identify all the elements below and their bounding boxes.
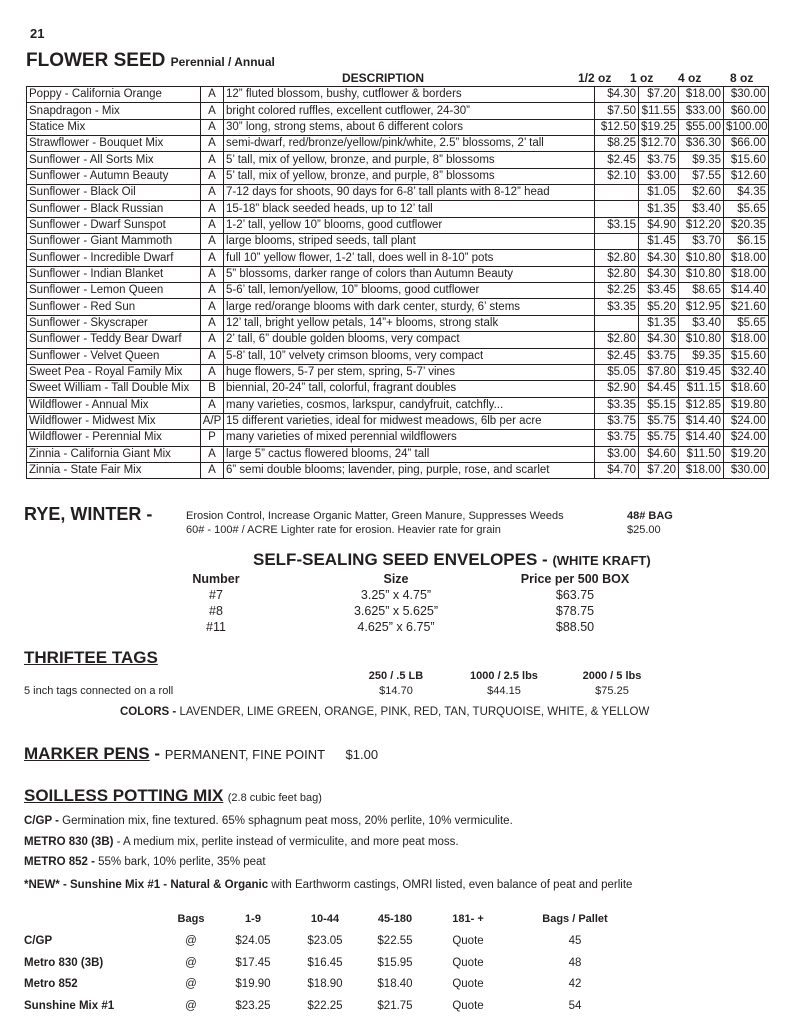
price-half-oz: $8.25 xyxy=(595,136,639,152)
price-1-oz: $4.30 xyxy=(639,250,679,266)
price-4-oz: $10.80 xyxy=(679,332,724,348)
price-1-oz: $1.35 xyxy=(639,315,679,331)
page-number: 21 xyxy=(30,26,45,41)
potting-price-1-9: $17.45 xyxy=(235,956,271,969)
seed-name: Strawflower - Bouquet Mix xyxy=(27,136,201,152)
seed-description: semi-dwarf, red/bronze/yellow/pink/white, 2.5” blossoms, 2’ tall xyxy=(224,136,595,152)
rye-rate: 60# - 100# / ACRE Lighter rate for erosion. Heavier rate for grain xyxy=(186,524,501,536)
seed-type: A xyxy=(201,332,224,348)
potting-price-10-44: $23.05 xyxy=(307,935,343,947)
price-1-oz: $5.75 xyxy=(639,413,679,429)
price-1-oz: $3.00 xyxy=(639,168,679,184)
seed-description: many varieties, cosmos, larkspur, candyfruit, catchfly... xyxy=(224,397,595,413)
seed-type: A xyxy=(201,119,224,135)
table-row xyxy=(27,103,769,119)
seed-description: 5” blossoms, darker range of colors than Autumn Beauty xyxy=(224,266,595,282)
seed-description: 15 different varieties, ideal for midwest meadows, 6lb per acre xyxy=(224,413,595,429)
seed-type: A xyxy=(201,234,224,250)
price-half-oz xyxy=(595,315,639,331)
price-half-oz: $3.35 xyxy=(595,397,639,413)
envelopes-subtitle: (WHITE KRAFT) xyxy=(552,553,651,568)
seed-type: A xyxy=(201,250,224,266)
seed-type: A xyxy=(201,266,224,282)
price-1-oz: $5.15 xyxy=(639,397,679,413)
potting-price-10-44: $22.25 xyxy=(307,999,343,1012)
price-half-oz xyxy=(595,201,639,217)
potting-at-symbol: @ xyxy=(185,956,197,969)
price-4-oz: $19.45 xyxy=(679,364,724,380)
seed-type: A xyxy=(201,283,224,299)
seed-name: Sunflower - Dwarf Sunspot xyxy=(27,217,201,233)
price-half-oz xyxy=(595,234,639,250)
table-row xyxy=(27,430,769,446)
potting-heading xyxy=(24,786,322,806)
price-8-oz: $19.80 xyxy=(724,397,769,413)
potting-price-45-180: $15.95 xyxy=(377,956,413,969)
price-half-oz xyxy=(595,185,639,201)
price-4-oz: $36.30 xyxy=(679,136,724,152)
price-half-oz: $2.45 xyxy=(595,348,639,364)
rye-title: RYE, WINTER - xyxy=(24,504,153,524)
seed-type: A xyxy=(201,315,224,331)
table-row xyxy=(27,250,769,266)
price-8-oz: $66.00 xyxy=(724,136,769,152)
price-4-oz: $12.95 xyxy=(679,299,724,315)
price-half-oz: $2.80 xyxy=(595,266,639,282)
marker-price: $1.00 xyxy=(345,747,379,762)
thriftee-colors-label: COLORS - xyxy=(120,706,177,718)
envelope-number: #7 xyxy=(209,588,223,602)
envelope-price: $63.75 xyxy=(555,588,595,602)
price-8-oz: $32.40 xyxy=(724,364,769,380)
price-8-oz: $6.15 xyxy=(724,234,769,250)
potting-header-q1: 1-9 xyxy=(245,913,261,925)
seed-name: Statice Mix xyxy=(27,119,201,135)
price-half-oz: $2.10 xyxy=(595,168,639,184)
potting-subtitle: (2.8 cubic feet bag) xyxy=(227,792,322,804)
rye-description: Erosion Control, Increase Organic Matter, Green Manure, Suppresses Weeds xyxy=(186,510,564,522)
price-4-oz: $7.55 xyxy=(679,168,724,184)
price-1-oz: $19.25 xyxy=(639,119,679,135)
price-1-oz: $5.75 xyxy=(639,430,679,446)
price-half-oz: $2.25 xyxy=(595,283,639,299)
thriftee-header-250: 250 / .5 LB xyxy=(368,670,424,682)
flower-seed-heading xyxy=(26,50,275,72)
potting-price-181-plus: Quote xyxy=(452,935,484,947)
seed-type: A xyxy=(201,136,224,152)
table-row xyxy=(27,152,769,168)
price-8-oz: $30.00 xyxy=(724,462,769,478)
col-header-half-oz: 1/2 oz xyxy=(578,71,612,85)
envelope-number: #8 xyxy=(209,604,223,618)
price-half-oz: $3.75 xyxy=(595,430,639,446)
seed-type: A/P xyxy=(201,413,224,429)
table-row xyxy=(27,283,769,299)
potting-at-symbol: @ xyxy=(185,935,197,947)
price-8-oz: $18.00 xyxy=(724,266,769,282)
envelopes-title: SELF-SEALING SEED ENVELOPES - xyxy=(253,550,548,569)
col-header-description: DESCRIPTION xyxy=(342,71,425,85)
seed-description: 12” fluted blossom, bushy, cutflower & borders xyxy=(224,87,595,103)
price-half-oz: $2.45 xyxy=(595,152,639,168)
price-1-oz: $5.20 xyxy=(639,299,679,315)
seed-description: 6” semi double blooms; lavender, ping, purple, rose, and scarlet xyxy=(224,462,595,478)
seed-description: many varieties of mixed perennial wildflowers xyxy=(224,430,595,446)
price-8-oz: $5.65 xyxy=(724,201,769,217)
price-1-oz: $4.60 xyxy=(639,446,679,462)
seed-description: large 5” cactus flowered blooms, 24” tall xyxy=(224,446,595,462)
price-1-oz: $3.75 xyxy=(639,348,679,364)
potting-bags-per-pallet: 45 xyxy=(568,935,582,947)
table-row xyxy=(27,266,769,282)
price-half-oz: $5.05 xyxy=(595,364,639,380)
potting-bags-per-pallet: 48 xyxy=(568,956,582,969)
marker-pens-line xyxy=(24,744,378,764)
thriftee-colors xyxy=(120,706,649,718)
seed-name: Sunflower - Teddy Bear Dwarf xyxy=(27,332,201,348)
flower-seed-title: FLOWER SEED xyxy=(26,50,166,71)
potting-price-10-44: $18.90 xyxy=(307,978,343,990)
price-1-oz: $4.90 xyxy=(639,217,679,233)
seed-name: Sunflower - Incredible Dwarf xyxy=(27,250,201,266)
price-8-oz: $12.60 xyxy=(724,168,769,184)
flower-seed-subtitle: Perennial / Annual xyxy=(170,55,275,69)
seed-description: 7-12 days for shoots, 90 days for 6-8’ tall plants with 8-12” head xyxy=(224,185,595,201)
potting-price-181-plus: Quote xyxy=(452,999,484,1012)
table-row xyxy=(27,168,769,184)
potting-bags-per-pallet: 54 xyxy=(568,999,582,1012)
seed-name: Wildflower - Midwest Mix xyxy=(27,413,201,429)
price-4-oz: $8.65 xyxy=(679,283,724,299)
table-row xyxy=(27,201,769,217)
price-1-oz: $4.30 xyxy=(639,266,679,282)
price-8-oz: $30.00 xyxy=(724,87,769,103)
price-half-oz: $7.50 xyxy=(595,103,639,119)
rye-bag-price: $25.00 xyxy=(627,524,661,536)
price-1-oz: $7.20 xyxy=(639,87,679,103)
seed-name: Sunflower - Red Sun xyxy=(27,299,201,315)
envelope-price: $78.75 xyxy=(555,604,595,618)
seed-type: A xyxy=(201,201,224,217)
potting-description-line xyxy=(24,879,632,891)
table-row xyxy=(27,348,769,364)
seed-description: 1-2’ tall, yellow 10” blooms, good cutflower xyxy=(224,217,595,233)
seed-description: huge flowers, 5-7 per stem, spring, 5-7’ vines xyxy=(224,364,595,380)
potting-product-name: C/GP xyxy=(24,935,53,947)
table-row xyxy=(27,234,769,250)
table-row xyxy=(27,381,769,397)
price-half-oz: $4.30 xyxy=(595,87,639,103)
potting-line-text: 55% bark, 10% perlite, 35% peat xyxy=(94,856,266,868)
seed-name: Sunflower - Skyscraper xyxy=(27,315,201,331)
table-row xyxy=(27,136,769,152)
col-header-8-oz: 8 oz xyxy=(730,71,754,85)
envelope-price: $88.50 xyxy=(555,620,595,634)
price-4-oz: $9.35 xyxy=(679,152,724,168)
price-4-oz: $10.80 xyxy=(679,266,724,282)
price-4-oz: $12.20 xyxy=(679,217,724,233)
price-4-oz: $33.00 xyxy=(679,103,724,119)
potting-header-pallet: Bags / Pallet xyxy=(542,913,608,925)
price-half-oz: $3.15 xyxy=(595,217,639,233)
seed-name: Sunflower - Black Oil xyxy=(27,185,201,201)
price-8-oz: $19.20 xyxy=(724,446,769,462)
price-1-oz: $7.20 xyxy=(639,462,679,478)
seed-description: 12’ tall, bright yellow petals, 14”+ blooms, strong stalk xyxy=(224,315,595,331)
price-1-oz: $4.30 xyxy=(639,332,679,348)
price-4-oz: $18.00 xyxy=(679,87,724,103)
envelope-size: 3.625” x 5.625” xyxy=(353,604,439,618)
potting-header-q3: 45-180 xyxy=(377,913,413,925)
price-1-oz: $1.45 xyxy=(639,234,679,250)
price-8-oz: $18.00 xyxy=(724,332,769,348)
thriftee-item: 5 inch tags connected on a roll xyxy=(24,685,174,697)
price-4-oz: $3.70 xyxy=(679,234,724,250)
seed-type: B xyxy=(201,381,224,397)
potting-price-181-plus: Quote xyxy=(452,978,484,990)
seed-name: Zinnia - State Fair Mix xyxy=(27,462,201,478)
table-row xyxy=(27,217,769,233)
flower-seed-table xyxy=(26,86,769,479)
seed-type: A xyxy=(201,87,224,103)
price-half-oz: $2.80 xyxy=(595,332,639,348)
potting-description-line xyxy=(24,836,459,848)
seed-name: Sunflower - Giant Mammoth xyxy=(27,234,201,250)
seed-description: biennial, 20-24” tall, colorful, fragrant doubles xyxy=(224,381,595,397)
col-header-1-oz: 1 oz xyxy=(630,71,654,85)
table-row xyxy=(27,462,769,478)
price-4-oz: $11.15 xyxy=(679,381,724,397)
potting-price-181-plus: Quote xyxy=(452,956,484,969)
price-1-oz: $11.55 xyxy=(639,103,679,119)
price-1-oz: $4.45 xyxy=(639,381,679,397)
seed-name: Sweet Pea - Royal Family Mix xyxy=(27,364,201,380)
potting-description-line xyxy=(24,856,266,868)
potting-header-q2: 10-44 xyxy=(310,913,340,925)
potting-description-line xyxy=(24,815,513,827)
price-4-oz: $2.60 xyxy=(679,185,724,201)
seed-type: P xyxy=(201,430,224,446)
seed-description: large blooms, striped seeds, tall plant xyxy=(224,234,595,250)
envelopes-header-number: Number xyxy=(192,572,240,586)
price-4-oz: $9.35 xyxy=(679,348,724,364)
seed-name: Sunflower - Indian Blanket xyxy=(27,266,201,282)
thriftee-colors-list: LAVENDER, LIME GREEN, ORANGE, PINK, RED, TAN, TURQUOISE, WHITE, & YELLOW xyxy=(179,706,650,718)
potting-title: SOILLESS POTTING MIX xyxy=(24,786,224,805)
potting-product-name: Sunshine Mix #1 xyxy=(24,999,115,1012)
seed-description: 30” long, strong stems, about 6 different colors xyxy=(224,119,595,135)
potting-header-bags: Bags xyxy=(177,913,205,925)
seed-name: Sunflower - Lemon Queen xyxy=(27,283,201,299)
price-half-oz: $3.75 xyxy=(595,413,639,429)
price-4-oz: $3.40 xyxy=(679,201,724,217)
envelopes-heading xyxy=(253,550,651,570)
price-8-oz: $60.00 xyxy=(724,103,769,119)
price-8-oz: $20.35 xyxy=(724,217,769,233)
thriftee-title: THRIFTEE TAGS xyxy=(24,648,158,667)
table-row xyxy=(27,299,769,315)
price-8-oz: $15.60 xyxy=(724,348,769,364)
potting-price-10-44: $16.45 xyxy=(307,956,343,969)
seed-type: A xyxy=(201,152,224,168)
seed-type: A xyxy=(201,348,224,364)
table-row xyxy=(27,185,769,201)
potting-at-symbol: @ xyxy=(185,999,197,1012)
seed-type: A xyxy=(201,462,224,478)
price-half-oz: $2.90 xyxy=(595,381,639,397)
marker-dash: - xyxy=(149,744,165,763)
table-row xyxy=(27,446,769,462)
potting-price-1-9: $23.25 xyxy=(235,999,271,1012)
price-4-oz: $10.80 xyxy=(679,250,724,266)
potting-line-text: Germination mix, fine textured. 65% sphagnum peat moss, 20% perlite, 10% vermiculite. xyxy=(58,815,513,827)
price-half-oz: $4.70 xyxy=(595,462,639,478)
envelopes-header-price: Price per 500 BOX xyxy=(520,572,630,586)
price-half-oz: $3.00 xyxy=(595,446,639,462)
thriftee-price-1000: $44.15 xyxy=(487,685,521,697)
table-row xyxy=(27,119,769,135)
seed-description: full 10” yellow flower, 1-2’ tall, does well in 8-10” pots xyxy=(224,250,595,266)
seed-name: Sunflower - Velvet Queen xyxy=(27,348,201,364)
envelope-size: 4.625” x 6.75” xyxy=(357,620,435,634)
seed-description: 2’ tall, 6” double golden blooms, very compact xyxy=(224,332,595,348)
potting-price-1-9: $24.05 xyxy=(235,935,271,947)
marker-desc: PERMANENT, FINE POINT xyxy=(164,747,326,762)
price-half-oz: $2.80 xyxy=(595,250,639,266)
price-8-oz: $15.60 xyxy=(724,152,769,168)
potting-price-1-9: $19.90 xyxy=(235,978,271,990)
price-1-oz: $12.70 xyxy=(639,136,679,152)
flower-seed-table-body xyxy=(27,87,769,479)
thriftee-header-2000: 2000 / 5 lbs xyxy=(582,670,642,682)
marker-title: MARKER PENS xyxy=(24,744,150,763)
price-8-oz: $4.35 xyxy=(724,185,769,201)
seed-type: A xyxy=(201,446,224,462)
potting-line-label: C/GP - xyxy=(24,815,59,827)
potting-bags-per-pallet: 42 xyxy=(568,978,582,990)
seed-description: 5-6’ tall, lemon/yellow, 10” blooms, good cutflower xyxy=(224,283,595,299)
price-4-oz: $3.40 xyxy=(679,315,724,331)
price-8-oz: $21.60 xyxy=(724,299,769,315)
seed-type: A xyxy=(201,217,224,233)
price-1-oz: $1.05 xyxy=(639,185,679,201)
seed-type: A xyxy=(201,103,224,119)
potting-at-symbol: @ xyxy=(185,978,197,990)
envelope-size: 3.25” x 4.75” xyxy=(360,588,432,602)
seed-name: Sweet William - Tall Double Mix xyxy=(27,381,201,397)
envelope-number: #11 xyxy=(206,620,226,634)
envelopes-header-size: Size xyxy=(383,572,409,586)
price-4-oz: $11.50 xyxy=(679,446,724,462)
seed-type: A xyxy=(201,168,224,184)
seed-name: Sunflower - Autumn Beauty xyxy=(27,168,201,184)
price-half-oz: $3.35 xyxy=(595,299,639,315)
price-8-oz: $5.65 xyxy=(724,315,769,331)
seed-description: bright colored ruffles, excellent cutflower, 24-30” xyxy=(224,103,595,119)
potting-line-label: METRO 830 (3B) xyxy=(24,836,114,848)
price-4-oz: $55.00 xyxy=(679,119,724,135)
seed-type: A xyxy=(201,299,224,315)
potting-price-45-180: $18.40 xyxy=(377,978,413,990)
price-1-oz: $3.45 xyxy=(639,283,679,299)
price-1-oz: $3.75 xyxy=(639,152,679,168)
table-row xyxy=(27,413,769,429)
table-row xyxy=(27,87,769,103)
price-8-oz: $18.00 xyxy=(724,250,769,266)
seed-name: Sunflower - All Sorts Mix xyxy=(27,152,201,168)
seed-name: Snapdragon - Mix xyxy=(27,103,201,119)
potting-price-45-180: $22.55 xyxy=(377,935,413,947)
seed-description: large red/orange blooms with dark center, sturdy, 6’ stems xyxy=(224,299,595,315)
thriftee-header-1000: 1000 / 2.5 lbs xyxy=(470,670,538,682)
seed-type: A xyxy=(201,185,224,201)
price-1-oz: $7.80 xyxy=(639,364,679,380)
potting-line-text: with Earthworm castings, OMRI listed, even balance of peat and perlite xyxy=(268,879,633,891)
seed-name: Wildflower - Perennial Mix xyxy=(27,430,201,446)
table-row xyxy=(27,364,769,380)
seed-name: Sunflower - Black Russian xyxy=(27,201,201,217)
price-4-oz: $12.85 xyxy=(679,397,724,413)
potting-product-name: Metro 852 xyxy=(24,978,78,990)
thriftee-price-250: $14.70 xyxy=(379,685,413,697)
price-1-oz: $1.35 xyxy=(639,201,679,217)
seed-description: 15-18” black seeded heads, up to 12’ tall xyxy=(224,201,595,217)
seed-name: Poppy - California Orange xyxy=(27,87,201,103)
table-row xyxy=(27,332,769,348)
potting-price-45-180: $21.75 xyxy=(377,999,413,1012)
potting-product-name: Metro 830 (3B) xyxy=(24,956,104,969)
price-4-oz: $18.00 xyxy=(679,462,724,478)
col-header-4-oz: 4 oz xyxy=(678,71,702,85)
table-row xyxy=(27,315,769,331)
seed-name: Wildflower - Annual Mix xyxy=(27,397,201,413)
table-row xyxy=(27,397,769,413)
price-8-oz: $100.00 xyxy=(724,119,769,135)
thriftee-price-2000: $75.25 xyxy=(595,685,629,697)
price-8-oz: $24.00 xyxy=(724,413,769,429)
potting-line-text: - A medium mix, perlite instead of vermiculite, and more peat moss. xyxy=(113,836,459,848)
price-8-oz: $14.40 xyxy=(724,283,769,299)
price-8-oz: $18.60 xyxy=(724,381,769,397)
potting-line-label: *NEW* - Sunshine Mix #1 - Natural & Organic xyxy=(24,879,269,891)
price-4-oz: $14.40 xyxy=(679,413,724,429)
seed-description: 5’ tall, mix of yellow, bronze, and purple, 8” blossoms xyxy=(224,168,595,184)
price-4-oz: $14.40 xyxy=(679,430,724,446)
potting-header-q4: 181- + xyxy=(452,913,484,925)
price-8-oz: $24.00 xyxy=(724,430,769,446)
price-half-oz: $12.50 xyxy=(595,119,639,135)
rye-bag-label: 48# BAG xyxy=(627,510,673,522)
seed-name: Zinnia - California Giant Mix xyxy=(27,446,201,462)
seed-description: 5-8’ tall, 10” velvety crimson blooms, very compact xyxy=(224,348,595,364)
seed-type: A xyxy=(201,364,224,380)
seed-type: A xyxy=(201,397,224,413)
potting-line-label: METRO 852 - xyxy=(24,856,95,868)
seed-description: 5’ tall, mix of yellow, bronze, and purple, 8” blossoms xyxy=(224,152,595,168)
